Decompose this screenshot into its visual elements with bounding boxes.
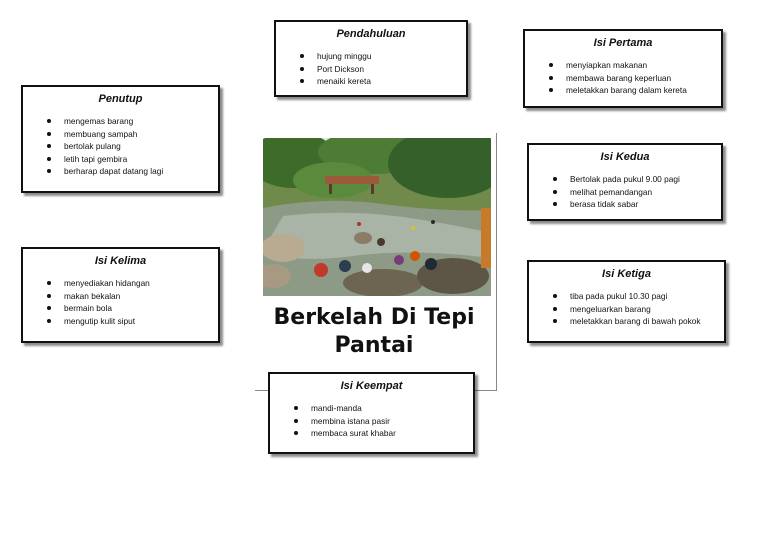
list-item: menaiki kereta xyxy=(276,75,466,88)
box-isi-kelima xyxy=(21,247,220,343)
list-item: menyediakan hidangan xyxy=(23,277,218,290)
list-item: meletakkan barang dalam kereta xyxy=(525,84,721,97)
list-item: berharap dapat datang lagi xyxy=(23,165,218,178)
list-item: hujung minggu xyxy=(276,50,466,63)
list-item: Port Dickson xyxy=(276,63,466,76)
list-item: membina istana pasir xyxy=(270,415,473,428)
box-penutup xyxy=(21,85,220,193)
box-heading: Isi Ketiga xyxy=(602,268,651,280)
list-item: Bertolak pada pukul 9.00 pagi xyxy=(529,173,721,186)
list-item: tiba pada pukul 10.30 pagi xyxy=(529,290,724,303)
list-item: berasa tidak sabar xyxy=(529,198,721,211)
box-isi-pertama xyxy=(523,29,723,108)
list-item: membaca surat khabar xyxy=(270,427,473,440)
list-item: meletakkan barang di bawah pokok xyxy=(529,315,724,328)
box-heading: Pendahuluan xyxy=(336,28,406,40)
box-heading: Isi Keempat xyxy=(340,380,403,392)
box-heading: Isi Pertama xyxy=(593,37,653,49)
list-item: bermain bola xyxy=(23,302,218,315)
box-heading: Penutup xyxy=(98,93,143,105)
list-item: letih tapi gembira xyxy=(23,153,218,166)
box-isi-kedua xyxy=(527,143,723,221)
box-isi-keempat xyxy=(268,372,475,454)
page-title: Berkelah Di Tepi Pantai xyxy=(273,305,475,358)
list-item: membawa barang keperluan xyxy=(525,72,721,85)
box-heading: Isi Kedua xyxy=(600,151,650,163)
list-item: mengemas barang xyxy=(23,115,218,128)
box-pendahuluan xyxy=(274,20,468,97)
list-item: bertolak pulang xyxy=(23,140,218,153)
list-item: mengeluarkan barang xyxy=(529,303,724,316)
list-item: membuang sampah xyxy=(23,128,218,141)
list-item: melihat pemandangan xyxy=(529,186,721,199)
riverside-picnic-photo xyxy=(263,138,491,296)
list-item: mandi-manda xyxy=(270,402,473,415)
box-heading: Isi Kelima xyxy=(94,255,147,267)
list-item: mengutip kulit siput xyxy=(23,315,218,328)
box-isi-ketiga xyxy=(527,260,726,343)
list-item: makan bekalan xyxy=(23,290,218,303)
list-item: menyiapkan makanan xyxy=(525,59,721,72)
